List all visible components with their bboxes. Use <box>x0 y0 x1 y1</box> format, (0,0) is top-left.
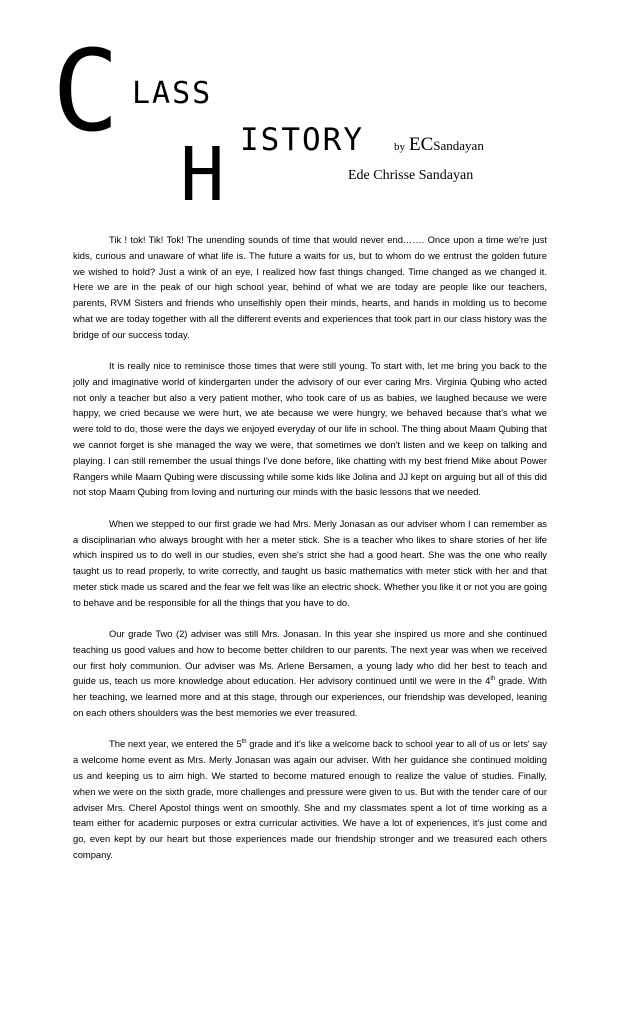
author-name: Ede Chrisse Sandayan <box>348 168 474 183</box>
paragraph <box>73 626 547 721</box>
byline-surname: Sandayan <box>433 138 484 153</box>
body-text <box>73 232 547 878</box>
title-initial-c: C <box>52 27 120 157</box>
byline-by: by <box>394 141 405 153</box>
paragraph-text: Our grade Two (2) adviser was still Mrs. Jonasan. In this year she inspired us more and she continued teaching us good values and how to become better children to our parents. The next year was when we received our first holy communion. Our adviser was Ms. Arlene Bersamen, a young lady who did her best to teach and guide us, teach us more knowledge about education. Her advisory continued until we were in the 4 <box>73 628 547 687</box>
paragraph: It is really nice to reminisce those times that were still young. To start with, let me bring you back to the jolly and imaginative world of kindergarten under the advisory of our ever caring Mrs. Virginia Qubing who acted not only a teacher but also a very patient mother, who took care of us as babies, we laughed because we were happy, we cried because we were hurt, we ate because we were hungry, we behaved because that's what we were told to do, those were the days we enjoyed everyday of our life in school. The thing about Maam Qubing that we cannot forget is she managed the way we were, that sometimes we don't listen and we keep on talking and playing. I can still remember the usual things I've done before, like chatting with my best friend Mike about Power Rangers while Maam Qubing were discussing while some kids like Jolina and JJ kept on arguing but all of this did not stop Maam Qubing from loving and nurturing our minds with the basic lessons that we needed. <box>73 360 547 498</box>
paragraph-text: The next year, we entered the 5 <box>109 738 242 750</box>
paragraph: Tik ! tok! Tik! Tok! The unending sounds of time that would never end……. Once upon a time we're just kids, curious and unaware of what life is. The future a waits for us, but to whom do we entrust the golden future we wished to hold? Just a wink of an eye, I realized how fast things changed. Time changed as we changed it. Here we are in the peak of our high school year, behind of what we are today are people like our teachers, parents, RVM Sisters and friends who unselfishly open their minds, hearts, and hands in molding us to become what we are today together with all the different events and experiences that took part in our class history was the bridge of our success today. <box>73 234 547 340</box>
title-word-istory: ISTORY <box>240 122 364 158</box>
title-initial-h: H <box>180 132 225 218</box>
title-word-lass: LASS <box>132 76 213 111</box>
paragraph <box>73 736 547 862</box>
paragraph-text: grade. With her teaching, we learned more and at this stage, through our experiences, our friendship was developed, leaning on each others shoulders was the best memories we ever treasured. <box>73 675 547 719</box>
paragraph: When we stepped to our first grade we had Mrs. Merly Jonasan as our adviser whom I can remember as a disciplinarian who always brought with her a meter stick. She is a teacher who likes to share stories of her life which inspired us to do well in our studies, even she's strict she had a good heart. She was the one who really taught us to read properly, to write correctly, and taught us basic mathematics with meter stick with her and that meter stick made us scared and the fear we felt was like an electric shock. Whether you like it or not you are going to behave and be responsible for all the things that you have to do. <box>73 517 547 608</box>
ordinal-suffix: th <box>490 676 496 683</box>
paragraph-text: grade and it's like a welcome back to school year to all of us or lets' say a welcome home event as Mrs. Merly Jonasan was again our adviser. With her guidance she continued molding us and keeping us to aim high. We started to become matured enough to realize the value of studies. Finally, when we were on the sixth grade, more challenges and pressure were given to us. But with the tender care of our adviser Mrs. Cherel Apostol things went on smoothly. She and my classmates spent a lot of time working as a team either for academic purposes or extra curricular activities. We have a lot of experiences, it's just come and go, even kept by our heart but those experiences made our friendship stronger and we treasured each others company. <box>73 738 547 860</box>
ordinal-suffix: th <box>241 739 247 746</box>
byline <box>394 134 484 156</box>
byline-initials: EC <box>409 134 434 155</box>
